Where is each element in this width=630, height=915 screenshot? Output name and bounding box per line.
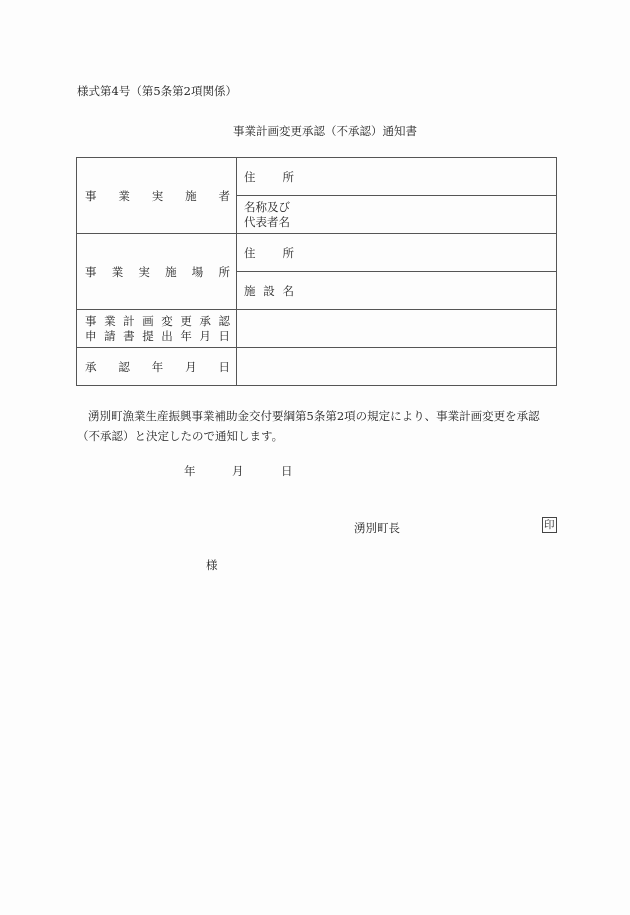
seal-mark: 印 <box>544 519 555 531</box>
site-address-cell[interactable] <box>237 234 557 272</box>
implementer-name-cell[interactable] <box>237 196 557 234</box>
site-label: 事 業 実 施 場 所 <box>77 234 237 310</box>
form-number: 様式第4号（第5条第2項関係） <box>77 84 237 98</box>
document-title: 事業計画変更承認（不承認）通知書 <box>233 124 417 138</box>
date-year: 年 <box>184 464 196 478</box>
implementer-label: 事 業 実 施 者 <box>77 158 237 234</box>
facility-name-cell[interactable] <box>237 272 557 310</box>
date-month: 月 <box>232 464 244 478</box>
recipient-honorific: 様 <box>206 558 218 572</box>
facility-name-label: 施 設 名 <box>244 283 294 298</box>
implementer-address-label: 住 所 <box>244 169 294 184</box>
application-date-label: 事 業 計 画 変 更 承 認 申 請 書 提 出 年 月 日 <box>77 310 237 348</box>
approval-date-label: 承 認 年 月 日 <box>77 348 237 386</box>
approval-date-value[interactable] <box>237 348 557 386</box>
body-text: 湧別町漁業生産振興事業補助金交付要綱第5条第2項の規定により、事業計画変更を承認 （不承認）と決定したので通知します。 <box>77 409 540 443</box>
implementer-address-cell[interactable] <box>237 158 557 196</box>
application-date-value[interactable] <box>237 310 557 348</box>
issuer-name: 湧別町長 <box>354 521 400 535</box>
site-address-label: 住 所 <box>244 245 294 260</box>
notice-table <box>76 157 557 386</box>
implementer-name-label: 名称及び 代表者名 <box>244 199 290 229</box>
date-day: 日 <box>281 464 293 478</box>
